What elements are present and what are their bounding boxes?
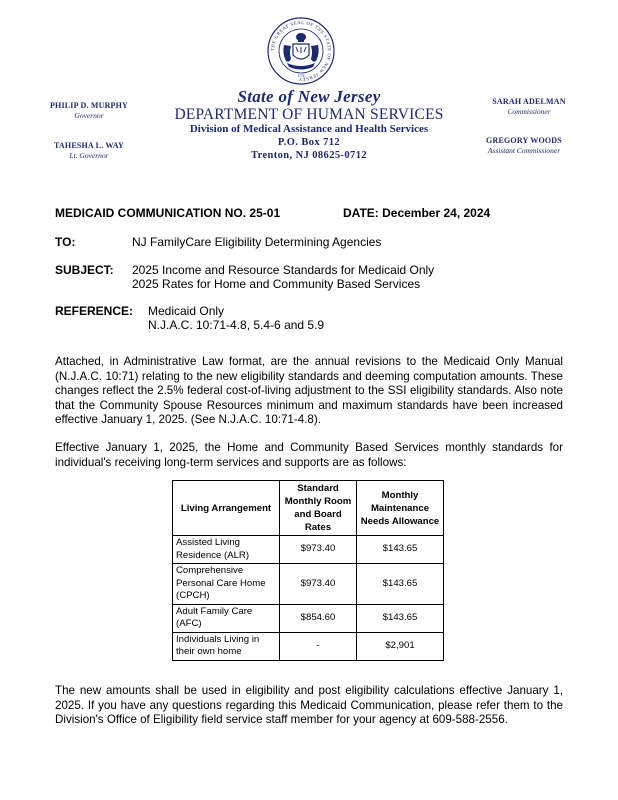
allowance-cell: $2,901 — [357, 632, 444, 660]
reference-line-1: Medicaid Only — [148, 304, 225, 318]
commissioner-block — [470, 97, 588, 117]
paragraph-revisions: Attached, in Administrative Law format, are the annual revisions to the Medicaid Only Manual (N.J.A.C. 10:71) relating to the new eligibility standards and deeming computation amounts. These changes reflect the 2.5% federal cost-of-living adjustment to the SSI eligibility standards. Also note that the Community Spouse Resources minimum and maximum standards have been increased effective January 1, 2025. (See N.J.A.C. 10:71-4.8). — [55, 355, 563, 427]
communication-number: MEDICAID COMMUNICATION NO. 25-01 — [55, 206, 281, 220]
allowance-cell: $143.65 — [357, 564, 444, 605]
subject-line-2: 2025 Rates for Home and Community Based Services — [132, 277, 421, 291]
division-name: Division of Medical Assistance and Health Services — [189, 123, 429, 135]
subject-line-1: 2025 Income and Resource Standards for Medicaid Only — [132, 263, 435, 277]
assistant-commissioner-block — [462, 136, 586, 156]
assistant-commissioner-name: GREGORY WOODS — [486, 136, 562, 145]
paragraph-hcbs-intro: Effective January 1, 2025, the Home and Community Based Services monthly standards for individual's receiving long-term services and supports are as follows: — [55, 441, 563, 469]
table-row — [173, 632, 444, 660]
arrangement-cell: Individuals Living in their own home — [173, 632, 280, 660]
paragraph-closing: The new amounts shall be used in eligibility and post eligibility calculations effective January 1, 2025. If you have any questions regarding this Medicaid Communication, please refer them to the Division's Office of Eligibility field service staff member for your agency at 609-588-2556. — [55, 684, 563, 727]
department-name: DEPARTMENT OF HUMAN SERVICES — [174, 106, 444, 123]
seal-text: THE GREAT SEAL OF THE STATE OF NEW JERSEY — [269, 19, 333, 83]
arrangement-cell: Comprehensive Personal Care Home (CPCH) — [173, 564, 280, 605]
table-row — [173, 604, 444, 632]
commissioner-title: Commissioner — [507, 107, 551, 116]
letterhead — [150, 88, 468, 162]
po-box: P.O. Box 712 — [277, 137, 341, 148]
governor-name: PHILIP D. MURPHY — [49, 101, 129, 110]
communication-date: DATE: December 24, 2024 — [343, 206, 491, 220]
allowance-cell: $143.65 — [357, 536, 444, 564]
lt-governor-block — [36, 141, 142, 161]
reference-label: REFERENCE: — [55, 304, 134, 318]
header-room-board: Standard Monthly Room and Board Rates — [280, 481, 357, 536]
hcbs-standards-table — [172, 480, 444, 661]
header-living-arrangement: Living Arrangement — [173, 481, 280, 536]
table-header-row — [173, 481, 444, 536]
to-value: NJ FamilyCare Eligibility Determining Agencies — [132, 235, 382, 249]
room-board-cell: $854.60 — [280, 604, 357, 632]
assistant-commissioner-title: Assistant Commissioner — [487, 146, 561, 155]
governor-block — [36, 101, 142, 121]
room-board-cell: $973.40 — [280, 536, 357, 564]
lt-governor-title: Lt. Governor — [69, 151, 109, 160]
city-address: Trenton, NJ 08625-0712 — [250, 150, 368, 161]
room-board-cell: $973.40 — [280, 564, 357, 605]
state-seal-icon — [267, 17, 335, 85]
commissioner-name: SARAH ADELMAN — [492, 97, 566, 106]
lt-governor-name: TAHESHA L. WAY — [53, 141, 124, 150]
header-maintenance-allowance: Monthly Maintenance Needs Allowance — [357, 481, 444, 536]
allowance-cell: $143.65 — [357, 604, 444, 632]
governor-title: Governor — [74, 111, 104, 120]
subject-label: SUBJECT: — [55, 263, 114, 277]
table-row — [173, 536, 444, 564]
to-label: TO: — [55, 235, 76, 249]
table-row — [173, 564, 444, 605]
arrangement-cell: Assisted Living Residence (ALR) — [173, 536, 280, 564]
reference-line-2: N.J.A.C. 10:71-4.8, 5.4-6 and 5.9 — [148, 318, 325, 332]
room-board-cell: - — [280, 632, 357, 660]
svg-text:1776: 1776 — [297, 74, 305, 78]
arrangement-cell: Adult Family Care (AFC) — [173, 604, 280, 632]
state-title: State of New Jersey — [237, 87, 381, 106]
